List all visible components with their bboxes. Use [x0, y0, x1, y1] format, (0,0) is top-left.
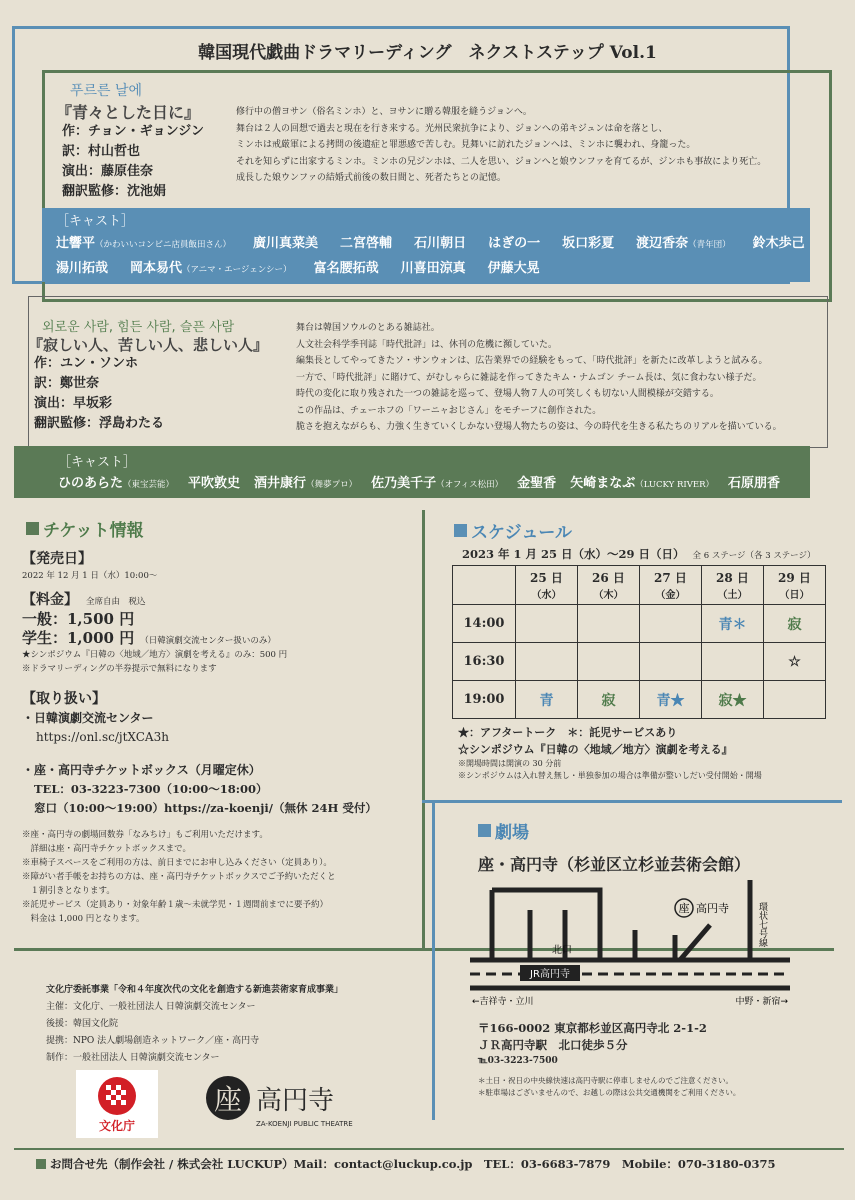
performance-cell: [702, 643, 764, 681]
symposium-price: ★シンポジウム『日韓の〈地域／地方〉演劇を考える』のみ：500 円: [22, 650, 288, 660]
period-note: 全 6 ステージ（各 3 ステージ）: [692, 551, 816, 561]
agent1: ・日韓演劇交流センター: [22, 711, 154, 725]
performance-cell: 寂: [578, 681, 640, 719]
schedule-period: [462, 546, 816, 562]
legend-2: ☆シンポジウム『日韓の〈地域／地方〉演劇を考える』: [458, 743, 733, 756]
access: ＪＲ高円寺駅 北口徒歩５分: [478, 1038, 628, 1052]
footer-line: [14, 1148, 844, 1150]
play1-title: 『青々とした日に』: [56, 103, 201, 122]
ticket-note: ※障がい者手帳をお持ちの方は、座・高円寺チケットボックスでご予約いただくと: [22, 872, 336, 882]
venue-vline: [432, 800, 435, 1120]
handling-label: 【取り扱い】: [22, 691, 106, 707]
price-general: 一般：1,500 円: [22, 610, 135, 628]
schedule-heading: [454, 518, 572, 543]
ticket-heading-text: チケット情報: [43, 521, 144, 541]
ticket-note: ※座・高円寺の劇場回数券「なみちけ」もご利用いただけます。: [22, 830, 268, 840]
footer: [36, 1156, 775, 1172]
cast-member: [753, 232, 805, 257]
cast-affiliation: （LUCKY RIVER）: [635, 480, 714, 490]
performance-cell: 寂★: [702, 681, 764, 719]
cast-name: 矢崎まなぶ: [570, 476, 636, 491]
venue-heading: [478, 818, 529, 843]
cast-affiliation: （青年団）: [688, 240, 731, 250]
schedule-note: ※開場時間は開演の 30 分前: [458, 759, 562, 768]
ticket-heading: [26, 516, 143, 541]
synopsis-line: ミンホは戒厳軍による拷問の後遺症と罪悪感で苦しむ。見舞いに訪れたジョンへは、ミンホに襲われ、身籠った。: [236, 140, 696, 150]
student-note: （日韓演劇交流センター扱いのみ）: [140, 636, 276, 646]
map-left-label: ←吉祥寺・立川: [472, 997, 534, 1007]
play1-synopsis: [236, 104, 826, 187]
synopsis-line: 舞台は韓国ソウルのとある雑誌社。: [296, 323, 440, 333]
cast-name: 渡辺香奈: [636, 236, 689, 251]
cast-name: 鈴木歩己: [752, 236, 805, 251]
ticket-vline: [422, 510, 425, 950]
cast-name: 二宮啓輔: [340, 236, 393, 251]
cast-label: ［キャスト］: [58, 455, 137, 470]
day-date: 25 日: [530, 571, 563, 585]
credit-line: 訳：鄭世奈: [34, 376, 100, 391]
day-header: [578, 566, 640, 605]
schedule-table: [452, 565, 826, 719]
cast-member: [636, 232, 731, 257]
square-icon: [36, 1159, 46, 1169]
day-header: [516, 566, 578, 605]
ticket-note: １割引きとなります。: [22, 886, 115, 896]
time-cell: 16:30: [453, 643, 516, 681]
ticket-note: 料金は 1,000 円となります。: [22, 914, 145, 924]
cast-name: 富名腰拓哉: [313, 261, 379, 276]
cast-member: [314, 257, 379, 282]
performance-cell: [578, 605, 640, 643]
cast-name: 石川朝日: [414, 236, 467, 251]
agent2-window[interactable]: 窓口（10:00～19:00）https://za-koenji/（無休 24H 受付）: [34, 801, 377, 815]
play1-credits: [62, 122, 204, 202]
sale-label: 【発売日】: [22, 551, 92, 567]
price-student: 学生：1,000 円: [22, 629, 135, 647]
play1-korean-title: 푸르른 날에: [70, 83, 143, 99]
ticket-info: [22, 550, 422, 926]
price-label: 【料金】: [22, 592, 78, 608]
synopsis-line: 修行中の僧ヨサン（俗名ミンホ）と、ヨサンに贈る韓服を縫うジョンへ。: [236, 107, 532, 117]
synopsis-line: それを知らずに出家するミンホ。ミンホの兄ジンホは、二人を思い、ジョンへと娘ウンファを育てるが、ジンホも事故により死亡。: [236, 156, 767, 167]
square-icon: [26, 522, 39, 535]
cast-member: [517, 472, 556, 497]
cast-member: [56, 232, 231, 257]
corner-cell: [453, 566, 516, 605]
address: 〒166-0002 東京都杉並区高円寺北 2-1-2: [478, 1021, 707, 1035]
day-of-week: （金）: [655, 590, 686, 601]
ticket-notes: [22, 828, 422, 926]
cast-member: [414, 232, 466, 257]
day-of-week: （日）: [779, 590, 810, 601]
synopsis-line: 脆さを抱えながらも、力強く生きていくしかない登場人物たちの姿は、今の時代を生きる私たちのリアルを描いている。: [296, 422, 782, 432]
schedule-note: ※シンポジウムは入れ替え無し・単独参加の場合は準備が整いしだい受付開始・開場: [458, 771, 762, 780]
ticket-note: ※託児サービス（定員あり・対象年齢１歳～未就学児・１週間前までに要予約）: [22, 900, 329, 910]
cast-affiliation: （かわいいコンビニ店員飯田さん）: [95, 240, 232, 250]
cast-member: [58, 472, 174, 497]
synopsis-line: 編集長としてやってきたソ・サンウォンは、広告業界での経験をもって、「時代批評」を新たに改革しようと試みる。: [296, 356, 768, 366]
venue-address: [478, 1020, 838, 1099]
sponsor-line: 主催：文化庁、一般社団法人 日韓演劇交流センター: [46, 1002, 256, 1012]
map-north-exit: 北口: [552, 945, 572, 956]
credit-line: 演出：早坂彩: [34, 396, 113, 411]
credit-line: 訳：村山哲也: [62, 144, 141, 159]
day-header: [764, 566, 826, 605]
day-date: 26 日: [592, 571, 625, 585]
synopsis-line: この作品は、チェーホフの「ワーニャおじさん」をモチーフに創作された。: [296, 405, 602, 416]
cast-list: [56, 232, 806, 282]
time-cell: 19:00: [453, 681, 516, 719]
day-of-week: （土）: [717, 590, 748, 601]
bunkacho-logo: [76, 1070, 158, 1138]
sale-date: 2022 年 12 月 1 日（水）10:00～: [22, 571, 158, 581]
day-date: 29 日: [778, 571, 811, 585]
credit-line: 作：チョン・ギョンジン: [62, 124, 204, 139]
schedule-header-row: [453, 566, 826, 605]
performance-cell: [640, 643, 702, 681]
cast-member: [340, 232, 392, 257]
play2-korean-title: 외로운 사람, 힘든 사람, 슬픈 사람: [42, 320, 235, 335]
synopsis-line: 成長した娘ウンファの結婚式前後の数日間と、死者たちとの記憶。: [236, 173, 506, 183]
schedule-row: [453, 605, 826, 643]
bunkacho-mark-icon: [96, 1075, 138, 1117]
legend-1: ★：アフタートーク ＊：託児サービスあり: [458, 726, 678, 739]
day-of-week: （木）: [593, 590, 624, 601]
page-title: 韓国現代戯曲ドラマリーディング ネクストステップ Vol.1: [198, 43, 657, 63]
cast-name: 辻響平: [56, 236, 96, 251]
time-cell: 14:00: [453, 605, 516, 643]
cast-name: 金聖香: [517, 476, 557, 491]
zakoenji-logo: [206, 1076, 353, 1128]
performance-cell: [516, 643, 578, 681]
venue-note: ＊駐車場はございませんので、お越しの際は公共交通機関をご利用ください。: [478, 1088, 741, 1097]
footer-text: お問合せ先（制作会社 / 株式会社 LUCKUP）Mail：contact@luckup.co.jp TEL：03-6683-7879 Mobile：070-3180-0375: [50, 1157, 776, 1171]
cast-name: ひのあらた: [58, 476, 124, 491]
cast-member: [130, 257, 292, 282]
venue-note: ＊土日・祝日の中央線快速は高円寺駅に停車しませんのでご注意ください。: [478, 1076, 733, 1085]
sponsor-line: 後援：韓国文化院: [46, 1019, 119, 1029]
cast-name: 川喜田涼真: [400, 261, 466, 276]
cast-name: 岡本易代: [130, 261, 183, 276]
cast-name: 坂口彩夏: [562, 236, 615, 251]
cast-member: [254, 472, 357, 497]
cast-name: はぎの一: [488, 236, 541, 251]
schedule-heading-text: スケジュール: [471, 523, 572, 543]
day-date: 27 日: [654, 571, 687, 585]
credit-line: 作：ユン・ソンホ: [34, 356, 139, 371]
cast-member: [371, 472, 503, 497]
square-icon: [454, 524, 467, 537]
cast-name: 伊藤大晃: [487, 261, 540, 276]
performance-cell: 青＊: [702, 605, 764, 643]
day-header: [702, 566, 764, 605]
venue-tel: ℡03-3223-7500: [478, 1056, 558, 1066]
synopsis-line: 人文社会科学季刊誌「時代批評」は、休刊の危機に瀕していた。: [296, 339, 558, 350]
agent1-url[interactable]: https://onl.sc/jtXCA3h: [36, 730, 169, 744]
cast-member: [188, 472, 240, 497]
cast-affiliation: （東宝芸能）: [123, 480, 175, 490]
play1-cast: [56, 212, 806, 282]
performance-cell: 青★: [640, 681, 702, 719]
cast-member: [56, 257, 108, 282]
zakoenji-sub: ZA-KOENJI PUBLIC THEATRE: [256, 1120, 353, 1128]
play2-synopsis: [296, 320, 836, 436]
schedule-legend: [458, 724, 838, 782]
cast-member: [570, 472, 714, 497]
synopsis-line: 舞台は２人の回想で過去と現在を行き来する。光州民衆抗争により、ジョンへの弟キジュンは命を落とし、: [236, 123, 668, 134]
cast-member: [488, 257, 540, 282]
play2-credits: [34, 354, 164, 434]
performance-cell: [516, 605, 578, 643]
ticket-note: ※車椅子スペースをご利用の方は、前日までにお申し込みください（定員あり）。: [22, 858, 332, 868]
cast-affiliation: （アニマ・エージェンシー）: [182, 265, 292, 275]
venue-name: 座・高円寺（杉並区立杉並芸術会館）: [478, 855, 751, 874]
cast-name: 酒井康行: [254, 476, 307, 491]
credit-line: 翻訳監修：沈池娟: [62, 184, 167, 199]
credit-line: 翻訳監修：浮島わたる: [34, 416, 165, 431]
square-icon: [478, 824, 491, 837]
zakoenji-mark-icon: 座: [206, 1076, 250, 1120]
map-station: JR高円寺: [530, 969, 570, 980]
bunkacho-text: 文化庁: [98, 1118, 135, 1133]
cast-affiliation: （オフィス松田）: [436, 480, 504, 490]
period-text: 2023 年 1 月 25 日（水）～29 日（日）: [462, 547, 685, 561]
cast-list: [58, 472, 808, 497]
play2-cast: [58, 454, 808, 497]
sponsor-line: 提携：NPO 法人劇場創造ネットワーク／座・高円寺: [46, 1036, 260, 1046]
cast-name: 湯川拓哉: [56, 261, 109, 276]
access-map: [470, 880, 790, 1010]
agent2-tel: TEL：03-3223-7300（10:00～18:00）: [34, 782, 268, 796]
synopsis-line: 一方で、「時代批評」に賭けて、がむしゃらに雑誌を作ってきたキム・ナムゴン チーム長は、気に食わない様子だ。: [296, 372, 762, 383]
map-logo: 高円寺: [696, 902, 729, 915]
cast-member: [253, 232, 318, 257]
map-road-label: 環状七号線: [757, 902, 767, 947]
performance-cell: 青: [516, 681, 578, 719]
performance-cell: [578, 643, 640, 681]
schedule-row: [453, 643, 826, 681]
play2-title: 『寂しい人、苦しい人、悲しい人』: [28, 336, 269, 354]
ticket-note: 詳細は座・高円寺チケットボックスまで。: [22, 844, 191, 854]
venue-heading-text: 劇場: [495, 823, 529, 843]
map-roads: [470, 880, 790, 988]
zakoenji-text: 高円寺: [256, 1085, 335, 1116]
day-date: 28 日: [716, 571, 749, 585]
cast-affiliation: （舞夢プロ）: [306, 480, 358, 490]
map-right-label: 中野・新宿→: [735, 997, 788, 1007]
performance-cell: ☆: [764, 643, 826, 681]
project-line: 文化庁委託事業「令和４年度次代の文化を創造する新進芸術家育成事業」: [46, 985, 344, 995]
map-logo-mark: 座: [678, 902, 690, 915]
cast-member: [401, 257, 466, 282]
cast-name: 石原朋香: [728, 476, 781, 491]
synopsis-line: 時代の変化に取り残された一つの雑誌を巡って、登場人物７人の可笑しくも切ない人間模様が交錯する。: [296, 389, 719, 399]
cast-member: [488, 232, 540, 257]
day-header: [640, 566, 702, 605]
cast-name: 佐乃美千子: [371, 476, 437, 491]
agent2: ・座・高円寺チケットボックス（月曜定休）: [22, 763, 261, 777]
day-of-week: （水）: [531, 590, 562, 601]
price-note: 全席自由 税込: [86, 597, 146, 607]
cast-member: [728, 472, 780, 497]
cast-name: 廣川真菜美: [253, 236, 319, 251]
cast-member: [562, 232, 614, 257]
performance-cell: [640, 605, 702, 643]
cast-label: ［キャスト］: [56, 214, 135, 229]
schedule-row: [453, 681, 826, 719]
sponsors: [46, 982, 426, 1067]
venue-hline: [422, 800, 842, 803]
free-note: ※ドラマリーディングの半券提示で無料になります: [22, 664, 217, 674]
performance-cell: 寂: [764, 605, 826, 643]
sponsor-line: 制作：一般社団法人 日韓演劇交流センター: [46, 1053, 220, 1063]
performance-cell: [764, 681, 826, 719]
cast-name: 平吹敦史: [188, 476, 241, 491]
credit-line: 演出：藤原佳奈: [62, 164, 154, 179]
